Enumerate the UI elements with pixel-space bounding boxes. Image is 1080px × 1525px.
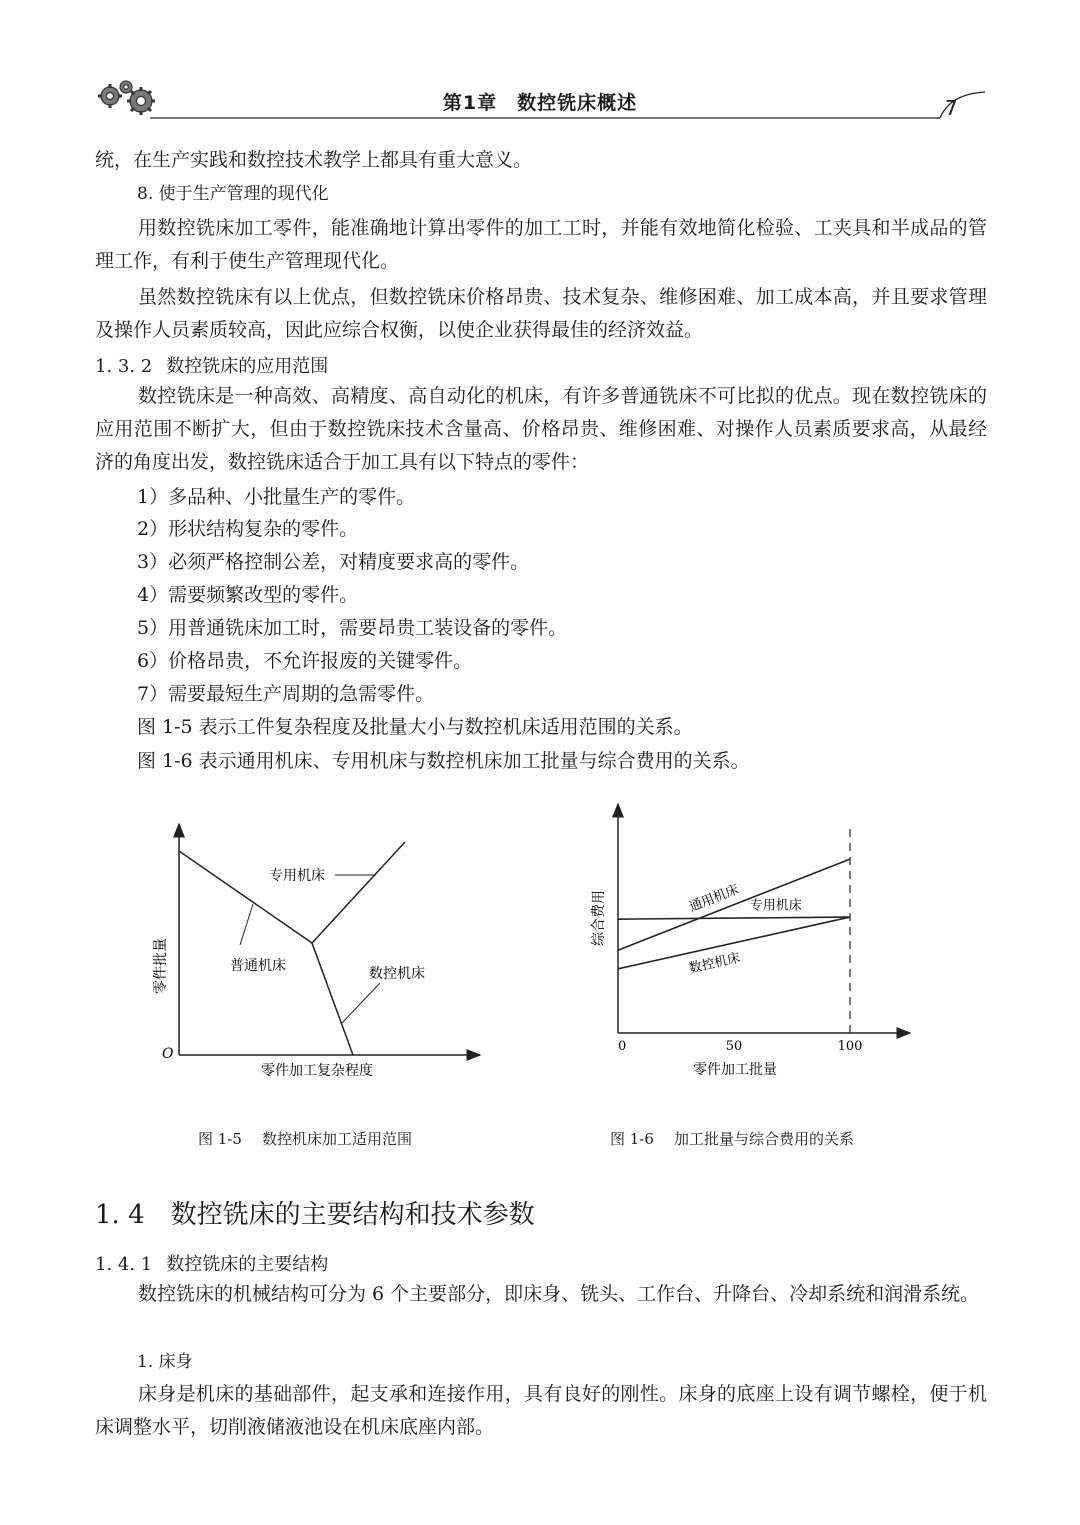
list-item: 7）需要最短生产周期的急需零件。 xyxy=(137,683,435,705)
series-line-general xyxy=(618,859,850,950)
item-1-heading: 1. 床身 xyxy=(137,1352,193,1372)
list-item: 4）需要频繁改型的零件。 xyxy=(137,584,359,606)
figure-1-6-caption xyxy=(610,1128,854,1149)
heading-1-4-1 xyxy=(95,1250,328,1276)
page-number: 7 xyxy=(945,96,958,120)
heading-number: 1. 4. 1 xyxy=(95,1254,153,1275)
list-item: 3）必须严格控制公差，对精度要求高的零件。 xyxy=(137,551,530,573)
caption-title: 加工批量与综合费用的关系 xyxy=(673,1130,854,1148)
series-line-special xyxy=(618,917,850,919)
caption-number: 图 1-5 xyxy=(198,1130,242,1148)
paragraph-5: 图 1-5 表示工件复杂程度及批量大小与数控机床适用范围的关系。 xyxy=(137,716,693,738)
leader-cnc xyxy=(341,983,380,1024)
paragraph-6: 图 1-6 表示通用机床、专用机床与数控机床加工批量与综合费用的关系。 xyxy=(137,750,750,772)
series-label: 专用机床 xyxy=(749,898,802,914)
header-rule xyxy=(150,86,985,126)
paragraph-4: 数控铣床是一种高效、高精度、高自动化的机床，有许多普通铣床不可比拟的优点。现在数控铣床的应用范围不断扩大，但由于数控铣床技术含量高、价格昂贵、维修困难、对操作人员素质要求高，从最经济的角度出发，数控铣床适合于加工具有以下特点的零件： xyxy=(95,385,987,473)
x-axis-label: 零件加工批量 xyxy=(693,1062,777,1078)
label-cnc-machine: 数控机床 xyxy=(369,966,425,982)
label-general-machine: 普通机床 xyxy=(230,958,286,974)
heading-number: 1. 3. 2 xyxy=(95,356,153,377)
heading-title: 数控铣床的主要结构 xyxy=(166,1254,329,1275)
list-item: 6）价格昂贵，不允许报废的关键零件。 xyxy=(137,650,473,672)
figure-1-5 xyxy=(140,818,500,1088)
x-tick-label: 100 xyxy=(837,1039,863,1054)
figure-1-6-chart xyxy=(580,800,920,1085)
origin-label: O xyxy=(162,1046,174,1062)
list-item: 1）多品种、小批量生产的零件。 xyxy=(137,486,416,508)
series-label: 数控机床 xyxy=(687,950,742,977)
paragraph-8: 床身是机床的基础部件，起支承和连接作用，具有良好的刚性。床身的底座上设有调节螺栓，便于机床调整水平，切削液储液池设在机床底座内部。 xyxy=(95,1383,987,1438)
heading-1-3-2 xyxy=(95,352,328,378)
paragraph-1: 统，在生产实践和数控技术教学上都具有重大意义。 xyxy=(95,149,533,171)
series-label: 通用机床 xyxy=(687,882,742,916)
leader-general xyxy=(240,904,253,945)
heading-title: 数控铣床的应用范围 xyxy=(166,356,329,377)
boundary-line-lower xyxy=(312,943,353,1055)
list-item: 2）形状结构复杂的零件。 xyxy=(137,518,359,540)
x-tick-label: 50 xyxy=(725,1039,743,1054)
x-axis-label: 零件加工复杂程度 xyxy=(261,1063,373,1079)
x-tick-label: 0 xyxy=(618,1039,627,1054)
caption-number: 图 1-6 xyxy=(610,1130,654,1148)
label-special-machine: 专用机床 xyxy=(269,868,325,884)
paragraph-7: 数控铣床的机械结构可分为 6 个主要部分，即床身、铣头、工作台、升降台、冷却系统和润滑系统。 xyxy=(138,1283,980,1305)
y-axis-label: 零件批量 xyxy=(153,938,169,994)
paragraph-3: 虽然数控铣床有以上优点，但数控铣床价格昂贵、技术复杂、维修困难、加工成本高，并且要求管理及操作人员素质较高，因此应综合权衡，以使企业获得最佳的经济效益。 xyxy=(95,286,987,341)
section-heading-1-4 xyxy=(95,1194,535,1231)
chapter-title: 第1章 数控铣床概述 xyxy=(442,92,638,114)
figure-1-5-caption xyxy=(198,1128,412,1149)
heading-number: 1. 4 xyxy=(95,1200,145,1230)
boundary-line-upper xyxy=(179,842,405,943)
y-axis-label: 综合费用 xyxy=(591,890,607,946)
list-item: 5）用普通铣床加工时，需要昂贵工装设备的零件。 xyxy=(137,617,568,639)
paragraph-2: 用数控铣床加工零件，能准确地计算出零件的加工工时，并能有效地简化检验、工夹具和半成品的管理工作，有利于使生产管理现代化。 xyxy=(95,217,987,272)
item-8-heading: 8. 使于生产管理的现代化 xyxy=(137,184,329,204)
heading-title: 数控铣床的主要结构和技术参数 xyxy=(170,1200,535,1230)
caption-title: 数控机床加工适用范围 xyxy=(261,1130,412,1148)
